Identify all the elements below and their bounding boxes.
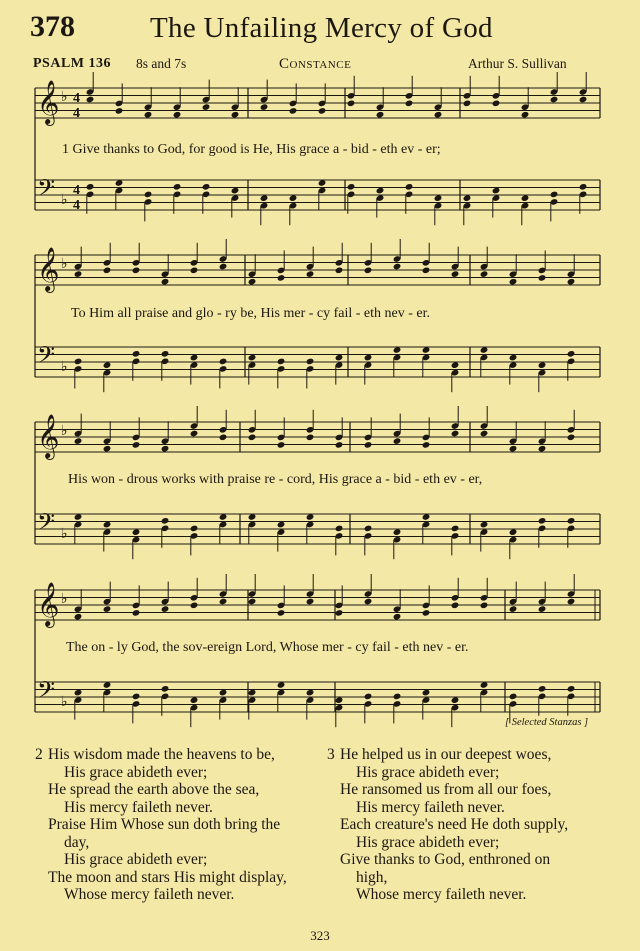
note-head <box>161 350 170 358</box>
note-head <box>393 693 402 701</box>
time-signature-icon: 4 <box>73 183 80 198</box>
stanza-line: He helped us in our deepest woes, <box>340 746 552 763</box>
note-head <box>463 194 472 202</box>
stanza-number: 2 <box>35 746 43 763</box>
note-head <box>422 267 431 275</box>
flat-icon: ♭ <box>61 193 68 208</box>
note-head <box>567 598 576 606</box>
flat-icon: ♭ <box>61 592 68 607</box>
stanza-3 <box>327 746 569 904</box>
note-head <box>132 350 141 358</box>
note-head <box>219 263 228 271</box>
note-head <box>521 194 530 202</box>
note-head <box>202 183 211 191</box>
stanza-line: His grace abideth ever; <box>64 763 208 781</box>
note-head <box>480 430 489 438</box>
note-head <box>335 525 344 533</box>
note-head <box>393 263 402 271</box>
note-head <box>190 525 199 533</box>
bass-clef-icon: 𝄢 <box>37 676 56 709</box>
note-head <box>190 430 199 438</box>
flat-icon: ♭ <box>61 257 68 272</box>
note-head <box>202 103 211 111</box>
note-head <box>74 358 83 366</box>
note-head <box>538 361 547 369</box>
note-head <box>364 441 373 449</box>
note-head <box>405 183 414 191</box>
note-head <box>376 111 385 119</box>
note-head <box>248 278 257 286</box>
note-head <box>422 609 431 617</box>
note-head <box>86 183 95 191</box>
note-head <box>132 609 141 617</box>
note-head <box>306 434 315 442</box>
note-head <box>451 430 460 438</box>
note-head <box>463 100 472 108</box>
note-head <box>364 267 373 275</box>
note-head <box>434 194 443 202</box>
note-head <box>318 107 327 115</box>
note-head <box>277 609 286 617</box>
note-head <box>480 602 489 610</box>
note-head <box>277 441 286 449</box>
note-head <box>335 441 344 449</box>
note-head <box>509 605 518 613</box>
stanza-line: Whose mercy faileth never. <box>356 886 527 903</box>
note-head <box>538 605 547 613</box>
note-head <box>161 517 170 525</box>
note-head <box>190 267 199 275</box>
note-head <box>393 437 402 445</box>
note-head <box>521 111 530 119</box>
note-head <box>538 445 547 453</box>
note-head <box>567 434 576 442</box>
lyric-line-1: 1 Give thanks to God, for good is He, His grace a - bid - eth ev - er; <box>62 142 441 157</box>
hymn-title: The Unfailing Mercy of God <box>150 12 493 44</box>
note-head <box>219 434 228 442</box>
note-head <box>480 270 489 278</box>
stanza-line: His grace abideth ever; <box>64 851 208 868</box>
note-head <box>509 445 518 453</box>
note-head <box>161 445 170 453</box>
note-head <box>538 517 547 525</box>
note-head <box>74 270 83 278</box>
stanza-line: Whose mercy faileth never. <box>64 886 235 903</box>
lyric-line-4: The on - ly God, the sov-ereign Lord, Whose mer - cy fail - eth nev - er. <box>66 640 469 655</box>
note-head <box>550 191 559 199</box>
note-head <box>364 693 373 701</box>
treble-clef-icon: 𝄞 <box>37 80 60 124</box>
note-head <box>451 361 460 369</box>
lyric-line-3: His won - drous works with praise re - cord, His grace a - bid - eth ev - er, <box>68 472 483 487</box>
stanza-line: He ransomed us from all our foes, <box>340 781 552 798</box>
time-signature-icon: 4 <box>73 198 80 213</box>
note-head <box>144 191 153 199</box>
note-head <box>335 609 344 617</box>
treble-clef-icon: 𝄞 <box>37 582 60 626</box>
note-head <box>422 441 431 449</box>
note-head <box>364 525 373 533</box>
note-head <box>579 183 588 191</box>
stanza-number: 3 <box>327 746 335 763</box>
note-head <box>231 111 240 119</box>
note-head <box>277 274 286 282</box>
hymn-number: 378 <box>30 10 75 43</box>
note-head <box>335 267 344 275</box>
note-head <box>219 598 228 606</box>
note-head <box>289 107 298 115</box>
note-head <box>567 685 576 693</box>
note-head <box>260 194 269 202</box>
note-head <box>74 613 83 621</box>
time-signature-icon: 4 <box>73 106 80 121</box>
treble-clef-icon: 𝄞 <box>37 247 60 291</box>
page-number: 323 <box>310 928 330 943</box>
note-head <box>538 685 547 693</box>
note-head <box>550 96 559 104</box>
note-head <box>132 267 141 275</box>
flat-icon: ♭ <box>61 90 68 105</box>
flat-icon: ♭ <box>61 360 68 375</box>
note-head <box>190 696 199 704</box>
note-head <box>132 693 141 701</box>
tune-name: Constance <box>279 56 352 72</box>
note-head <box>451 602 460 610</box>
stanza-2 <box>35 746 287 904</box>
flat-icon: ♭ <box>61 527 68 542</box>
note-head <box>103 605 112 613</box>
note-head <box>509 528 518 536</box>
note-head <box>393 613 402 621</box>
stanza-line: Each creature's need He doth supply, <box>340 816 569 833</box>
note-head <box>347 183 356 191</box>
note-head <box>289 194 298 202</box>
note-head <box>103 445 112 453</box>
bass-clef-icon: 𝄢 <box>37 508 56 541</box>
note-head <box>161 605 170 613</box>
psalm-reference: PSALM 136 <box>33 56 111 71</box>
note-head <box>509 278 518 286</box>
bass-clef-icon: 𝄢 <box>37 174 56 207</box>
flat-icon: ♭ <box>61 424 68 439</box>
note-head <box>451 696 460 704</box>
note-head <box>103 267 112 275</box>
lyric-line-2: To Him all praise and glo - ry be, His mer - cy fail - eth nev - er. <box>71 306 431 321</box>
time-signature-icon: 4 <box>73 91 80 106</box>
note-head <box>219 358 228 366</box>
note-head <box>306 358 315 366</box>
bass-clef-icon: 𝄢 <box>37 341 56 374</box>
note-head <box>364 598 373 606</box>
note-head <box>190 602 199 610</box>
stanza-line: His grace abideth ever; <box>356 833 500 851</box>
stanza-line: high, <box>356 868 388 886</box>
treble-clef-icon: 𝄞 <box>37 414 60 458</box>
note-head <box>173 183 182 191</box>
note-head <box>248 598 257 606</box>
note-head <box>132 528 141 536</box>
note-head <box>306 270 315 278</box>
note-head <box>451 270 460 278</box>
note-head <box>86 96 95 104</box>
flat-icon: ♭ <box>61 695 68 710</box>
note-head <box>393 528 402 536</box>
stanza-line: His mercy faileth never. <box>64 798 213 816</box>
note-head <box>567 278 576 286</box>
meter: 8s and 7s <box>136 56 187 71</box>
note-head <box>509 693 518 701</box>
stanza-line: Give thanks to God, enthroned on <box>340 851 551 868</box>
note-head <box>161 685 170 693</box>
note-head <box>132 441 141 449</box>
selected-stanzas-note: [ Selected Stanzas ] <box>505 717 589 728</box>
note-head <box>248 434 257 442</box>
note-head <box>567 517 576 525</box>
stanza-line: He spread the earth above the sea, <box>48 781 260 798</box>
note-head <box>538 274 547 282</box>
stanza-line: His grace abideth ever; <box>356 763 500 781</box>
note-head <box>103 361 112 369</box>
note-head <box>405 100 414 108</box>
note-head <box>451 525 460 533</box>
note-head <box>567 350 576 358</box>
stanza-line: Praise Him Whose sun doth bring the <box>48 816 281 833</box>
note-head <box>173 111 182 119</box>
note-head <box>144 111 153 119</box>
stanza-line: day, <box>64 833 90 851</box>
note-head <box>161 278 170 286</box>
note-head <box>277 358 286 366</box>
note-head <box>579 96 588 104</box>
composer: Arthur S. Sullivan <box>468 56 567 71</box>
note-head <box>115 107 124 115</box>
stanza-line: His mercy faileth never. <box>356 798 505 816</box>
stanza-line: His wisdom made the heavens to be, <box>48 746 275 763</box>
note-head <box>335 696 344 704</box>
note-head <box>74 437 83 445</box>
note-head <box>260 103 269 111</box>
note-head <box>434 111 443 119</box>
note-head <box>492 100 501 108</box>
note-head <box>306 598 315 606</box>
stanza-line: The moon and stars His might display, <box>48 868 287 886</box>
note-head <box>347 100 356 108</box>
